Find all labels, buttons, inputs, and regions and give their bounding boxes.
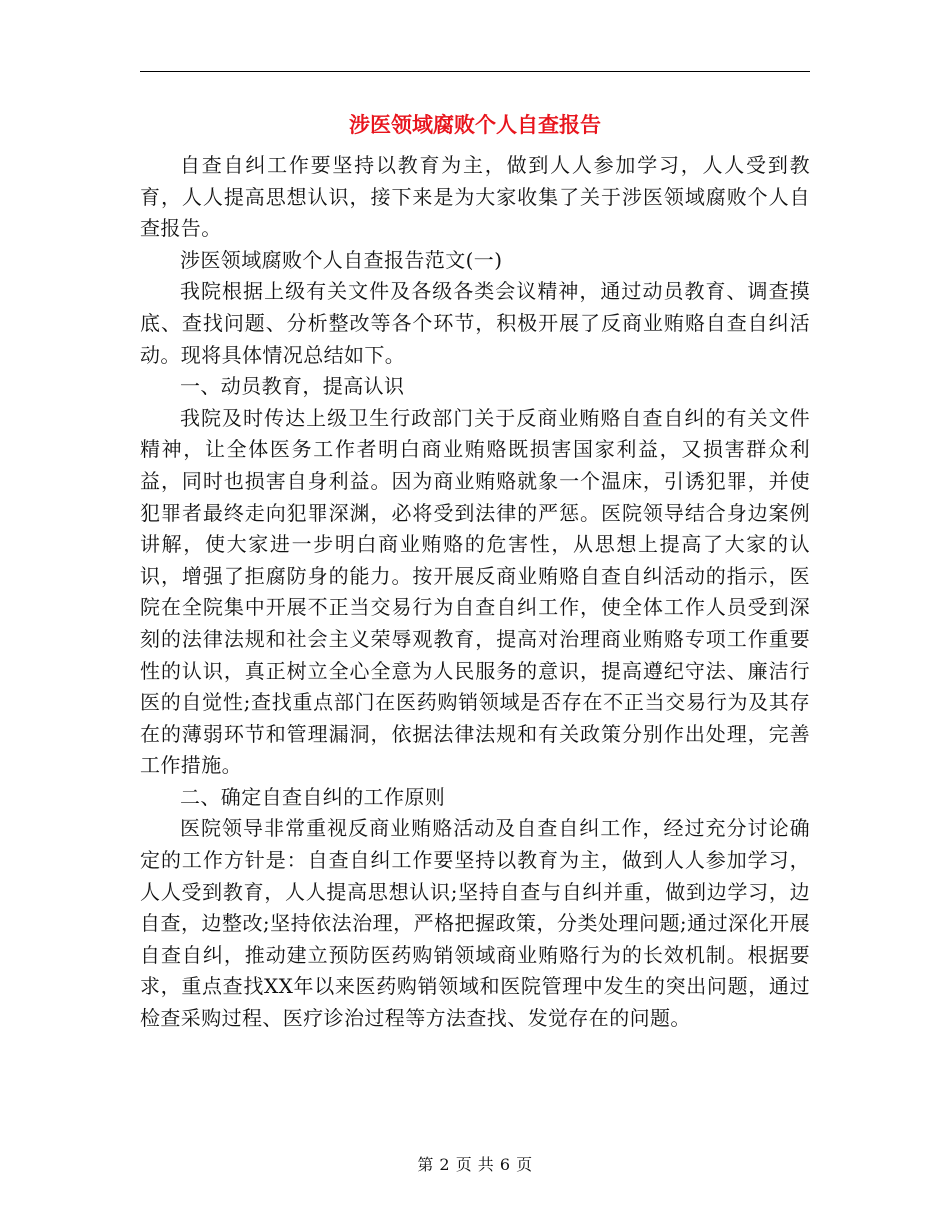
header-rule (140, 71, 810, 72)
document-body (140, 150, 810, 1035)
paragraph-section-2: 医院领导非常重视反商业贿赂活动及自查自纠工作，经过充分讨论确定的工作方针是：自查自纠工作要坚持以教育为主，做到人人参加学习，人人受到教育，人人提高思想认识;坚持自查与自纠并重，做到边学习，边自查，边整改;坚持依法治理，严格把握政策，分类处理问题;通过深化开展自查自纠，推动建立预防医药购销领域商业贿赂行为的长效机制。根据要求，重点查找XX年以来医药购销领域和医院管理中发生的突出问题，通过检查采购过程、医疗诊治过程等方法查找、发觉存在的问题。 (140, 816, 810, 1031)
paragraph-sample-heading: 涉医领域腐败个人自查报告范文(一) (180, 247, 503, 272)
section-heading-2: 二、确定自查自纠的工作原则 (180, 784, 446, 809)
section-heading-1: 一、动员教育，提高认识 (180, 374, 405, 399)
paragraph-intro: 自查自纠工作要坚持以教育为主，做到人人参加学习，人人受到教育，人人提高思想认识，接下来是为大家收集了关于涉医领域腐败个人自查报告。 (140, 153, 810, 241)
page-number: 第 2 页 共 6 页 (417, 1155, 533, 1174)
paragraph-section-1: 我院及时传达上级卫生行政部门关于反商业贿赂自查自纠的有关文件精神，让全体医务工作者明白商业贿赂既损害国家利益，又损害群众利益，同时也损害自身利益。因为商业贿赂就象一个温床，引诱犯罪，并使犯罪者最终走向犯罪深渊，必将受到法律的严惩。医院领导结合身边案例讲解，使大家进一步明白商业贿赂的危害性，从思想上提高了大家的认识，增强了拒腐防身的能力。按开展反商业贿赂自查自纠活动的指示，医院在全院集中开展不正当交易行为自查自纠工作，使全体工作人员受到深刻的法律法规和社会主义荣辱观教育，提高对治理商业贿赂专项工作重要性的认识，真正树立全心全意为人民服务的意识，提高遵纪守法、廉洁行医的自觉性;查找重点部门在医药购销领域是否存在不正当交易行为及其存在的薄弱环节和管理漏洞，依据法律法规和有关政策分别作出处理，完善工作措施。 (140, 405, 810, 778)
paragraph-overview: 我院根据上级有关文件及各级各类会议精神，通过动员教育、调查摸底、查找问题、分析整改等各个环节，积极开展了反商业贿赂自查自纠活动。现将具体情况总结如下。 (140, 279, 810, 367)
document-title: 涉医领域腐败个人自查报告 (349, 112, 601, 137)
